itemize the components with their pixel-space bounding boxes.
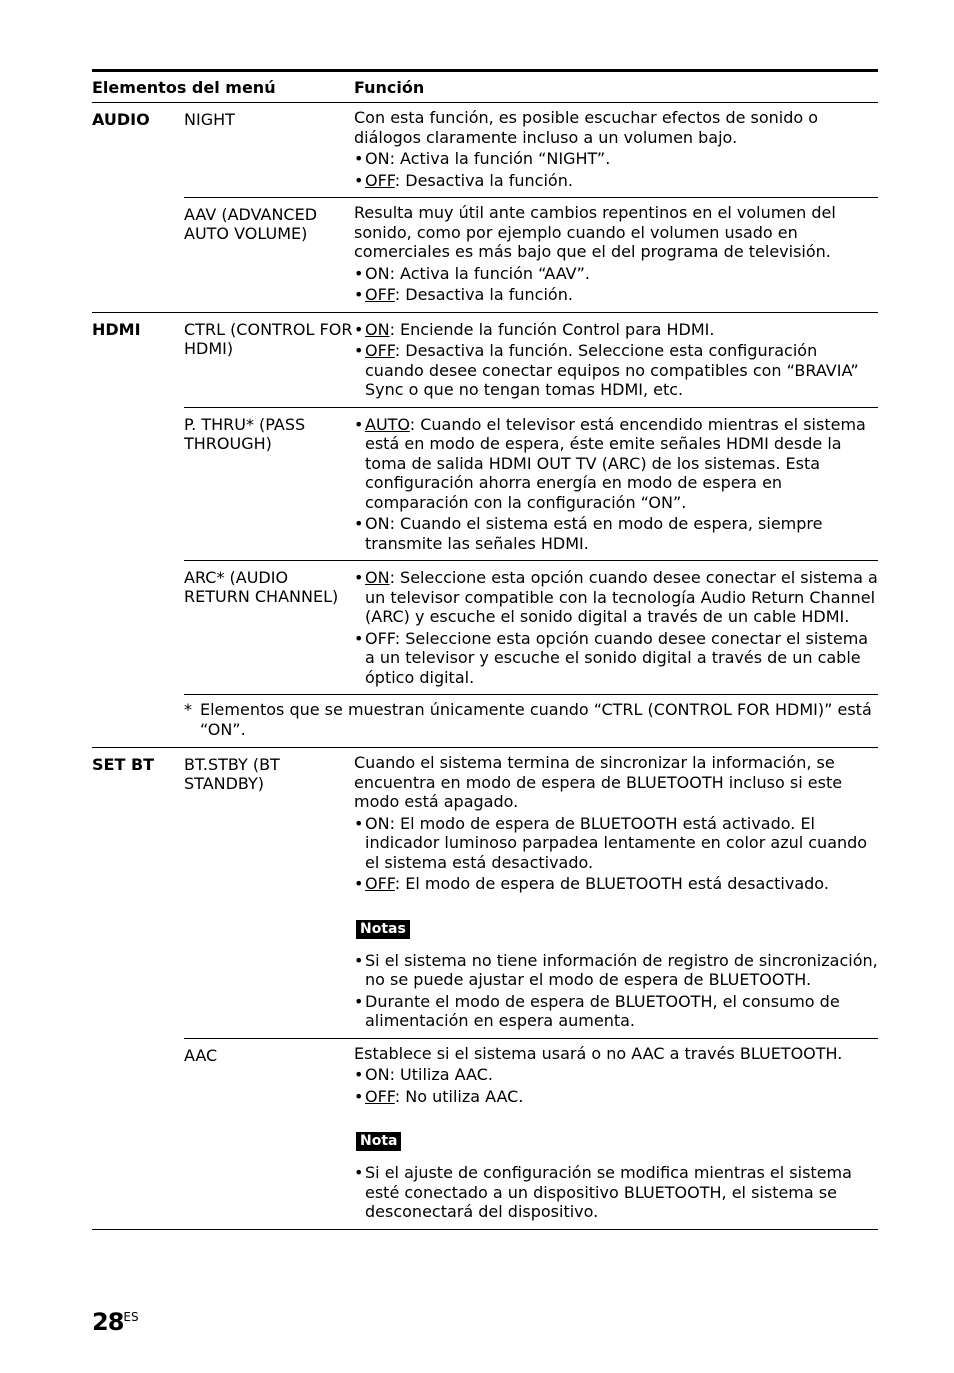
- group-label-setbt: SET BT: [92, 755, 155, 774]
- asterisk-icon: *: [184, 700, 192, 719]
- bullet-icon: •: [354, 285, 364, 304]
- notes-label: Notas: [356, 920, 410, 939]
- option-on: ON: Activa la función “AAV”.: [365, 263, 590, 283]
- bullet-icon: •: [354, 568, 364, 587]
- group-setbt: [92, 748, 878, 1230]
- item-aac: AAC: [184, 1045, 218, 1065]
- function-ctrl: [354, 318, 878, 400]
- table-row-aav: [184, 198, 878, 312]
- bullet-icon: •: [354, 628, 364, 648]
- table-header: [92, 72, 878, 103]
- group-audio: [92, 103, 878, 313]
- option-off: OFF: Seleccione esta opción cuando desee conectar el sistema a un televisor y escuche el sonido digital a través de un cable óptico digital.: [365, 628, 869, 687]
- col-function-header: Función: [354, 77, 425, 97]
- option-off: OFF: El modo de espera de BLUETOOTH está desactivado.: [365, 874, 829, 893]
- option-off: OFF: Desactiva la función.: [365, 285, 573, 304]
- bullet-icon: •: [354, 1163, 364, 1182]
- option-on: ON: Activa la función “NIGHT”.: [365, 149, 611, 168]
- group-label-audio: AUDIO: [92, 110, 150, 129]
- default-marker: OFF: [365, 285, 395, 304]
- bullet-icon: •: [354, 1086, 364, 1106]
- note-label: Nota: [356, 1132, 401, 1151]
- menu-table: [92, 69, 878, 1230]
- footnote-text: Elementos que se muestran únicamente cuando “CTRL (CONTROL FOR HDMI)” está “ON”.: [200, 700, 872, 739]
- option-on: ON: El modo de espera de BLUETOOTH está activado. El indicador luminoso parpadea lentamente en color azul cuando el sistema está desactivado.: [365, 813, 868, 872]
- option-on: ON: Cuando el sistema está en modo de espera, siempre transmite las señales HDMI.: [365, 514, 823, 553]
- group-hdmi: [92, 313, 878, 749]
- option-on: ON: Seleccione esta opción cuando desee conectar el sistema a un televisor compatible con la tecnología Audio Return Channel (ARC) y escuche el sonido digital a través de un cable HDMI.: [365, 568, 878, 626]
- option-on: ON: Utiliza AAC.: [365, 1065, 493, 1084]
- function-intro: Con esta función, es posible escuchar efectos de sonido o diálogos claramente incluso a un volumen bajo.: [354, 108, 819, 147]
- function-aac: [354, 1044, 878, 1222]
- option-off: OFF: Desactiva la función. Seleccione esta configuración cuando desee conectar equipos no compatibles con “BRAVIA” Sync o que no tengan tomas HDMI, etc.: [365, 341, 859, 399]
- default-marker: ON: [365, 568, 390, 587]
- bullet-icon: •: [354, 991, 364, 1011]
- note-item: Durante el modo de espera de BLUETOOTH, el consumo de alimentación en espera aumenta.: [365, 991, 840, 1030]
- item-ctrl: CTRL (CONTROL FOR HDMI): [184, 319, 353, 358]
- col-menu-header: Elementos del menú: [92, 77, 276, 97]
- bullet-icon: •: [354, 514, 364, 533]
- bullet-icon: •: [354, 341, 364, 360]
- default-marker: AUTO: [365, 414, 410, 434]
- item-btstby: BT.STBY (BT STANDBY): [184, 755, 280, 793]
- item-arc: ARC* (AUDIO RETURN CHANNEL): [184, 568, 339, 606]
- function-arc: [354, 566, 878, 687]
- page-number-value: 28: [92, 1308, 124, 1336]
- table-row-aac: [184, 1039, 878, 1229]
- function-intro: Cuando el sistema termina de sincronizar la información, se encuentra en modo de espera de BLUETOOTH incluso si este modo está apagado.: [354, 753, 843, 811]
- function-pthru: [354, 413, 878, 554]
- bullet-icon: •: [354, 813, 364, 833]
- bullet-icon: •: [354, 1065, 364, 1084]
- table-row-arc: [184, 561, 878, 695]
- option-auto: AUTO: Cuando el televisor está encendido mientras el sistema está en modo de espera, éste emite señales HDMI desde la toma de salida HDMI OUT TV (ARC) de los sistemas. Esta configuración ahorra energía en modo de espera en comparación con la configuración “ON”.: [365, 414, 866, 512]
- function-aav: [354, 203, 878, 305]
- table-row-btstby: [184, 748, 878, 1039]
- note-item: Si el ajuste de configuración se modifica mientras el sistema esté conectado a un dispositivo BLUETOOTH, el sistema se desconectará del dispositivo.: [365, 1163, 852, 1221]
- page-number: [92, 1308, 139, 1336]
- bullet-icon: •: [354, 874, 364, 893]
- default-marker: ON: [365, 319, 390, 339]
- table-row-night: [184, 103, 878, 198]
- table-row-pthru: [184, 408, 878, 562]
- item-pthru: P. THRU* (PASS THROUGH): [184, 414, 306, 453]
- option-on: ON: Enciende la función Control para HDMI.: [365, 319, 715, 339]
- page-language: ES: [123, 1310, 139, 1324]
- bullet-icon: •: [354, 414, 364, 434]
- bullet-icon: •: [354, 149, 364, 168]
- table-row-ctrl: [184, 313, 878, 408]
- default-marker: OFF: [365, 341, 395, 360]
- item-night: NIGHT: [184, 110, 235, 129]
- function-night: [354, 108, 878, 190]
- default-marker: OFF: [365, 1086, 395, 1106]
- note-item: Si el sistema no tiene información de registro de sincronización, no se puede ajustar el modo de espera de BLUETOOTH.: [365, 950, 878, 989]
- bullet-icon: •: [354, 170, 364, 190]
- group-label-hdmi: HDMI: [92, 319, 141, 339]
- default-marker: OFF: [365, 874, 395, 893]
- hdmi-footnote: [184, 695, 878, 747]
- item-aav: AAV (ADVANCED AUTO VOLUME): [184, 205, 318, 243]
- option-off: OFF: No utiliza AAC.: [365, 1086, 524, 1106]
- function-intro: Establece si el sistema usará o no AAC a través BLUETOOTH.: [354, 1043, 843, 1063]
- bullet-icon: •: [354, 950, 364, 970]
- default-marker: OFF: [365, 170, 395, 190]
- option-off: OFF: Desactiva la función.: [365, 170, 573, 190]
- function-btstby: [354, 753, 878, 1031]
- bullet-icon: •: [354, 263, 364, 283]
- bullet-icon: •: [354, 319, 364, 339]
- function-intro: Resulta muy útil ante cambios repentinos en el volumen del sonido, como por ejemplo cuando el volumen usado en comerciales es más bajo que el del programa de televisión.: [354, 203, 836, 261]
